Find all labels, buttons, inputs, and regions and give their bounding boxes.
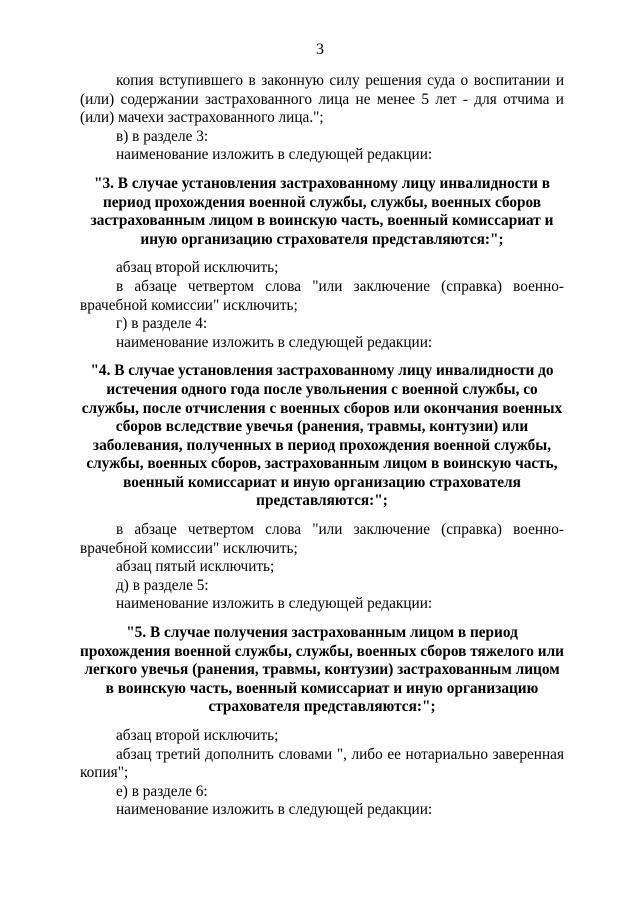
paragraph: абзац пятый исключить; [116,558,275,576]
document-body [80,72,564,820]
paragraph: копия вступившего в законную силу решения суда о воспитании и (или) содержании застрахованного лица не менее 5 лет - для отчима и (или) мачехи застрахованного лица."; [80,72,564,127]
paragraph: в) в разделе 3: [116,127,209,145]
paragraph: абзац третий дополнить словами ", либо ее нотариально заверенная копия"; [80,745,564,782]
page-number: 3 [316,41,324,58]
section-heading-4: "4. В случае установления застрахованному лицу инвалидности до истечения одного года после увольнения с военной службы, со службы, после отчисления с военных сборов или окончания военных сборов вследствие увечья (ранения, травмы, контузии) или заболевания, полученных в период прохождения военной службы, службы, военных сборов, застрахованным лицом в воинскую часть, военный комиссариат и иную организацию страхователя представляются:"; [81,362,563,510]
section-heading-5: "5. В случае получения застрахованным лицом в период прохождения военной службы, службы, военных сборов тяжелого или легкого увечья (ранения, травмы, контузии) застрахованным лицом в воинскую часть, военный комиссариат и иную организацию страхователя представляются:"; [80,624,564,716]
paragraph: наименование изложить в следующей редакции: [116,595,433,613]
paragraph: д) в разделе 5: [116,576,209,594]
paragraph: наименование изложить в следующей редакции: [116,146,433,164]
paragraph: наименование изложить в следующей редакции: [116,333,433,351]
paragraph: е) в разделе 6: [116,782,208,800]
paragraph: г) в разделе 4: [116,315,208,333]
paragraph: в абзаце четвертом слова "или заключение (справка) военно-врачебной комиссии" исключить; [80,277,564,314]
paragraph: в абзаце четвертом слова "или заключение (справка) военно-врачебной комиссии" исключить; [80,521,564,557]
paragraph: абзац второй исключить; [116,727,279,744]
paragraph: абзац второй исключить; [116,259,279,277]
section-heading-3: "3. В случае установления застрахованному лицу инвалидности в период прохождения военной службы, службы, военных сборов застрахованным лицом в воинскую часть, военный комиссариат и иную организацию страхователя представляются:"; [90,174,554,248]
paragraph: наименование изложить в следующей редакции: [116,801,433,819]
